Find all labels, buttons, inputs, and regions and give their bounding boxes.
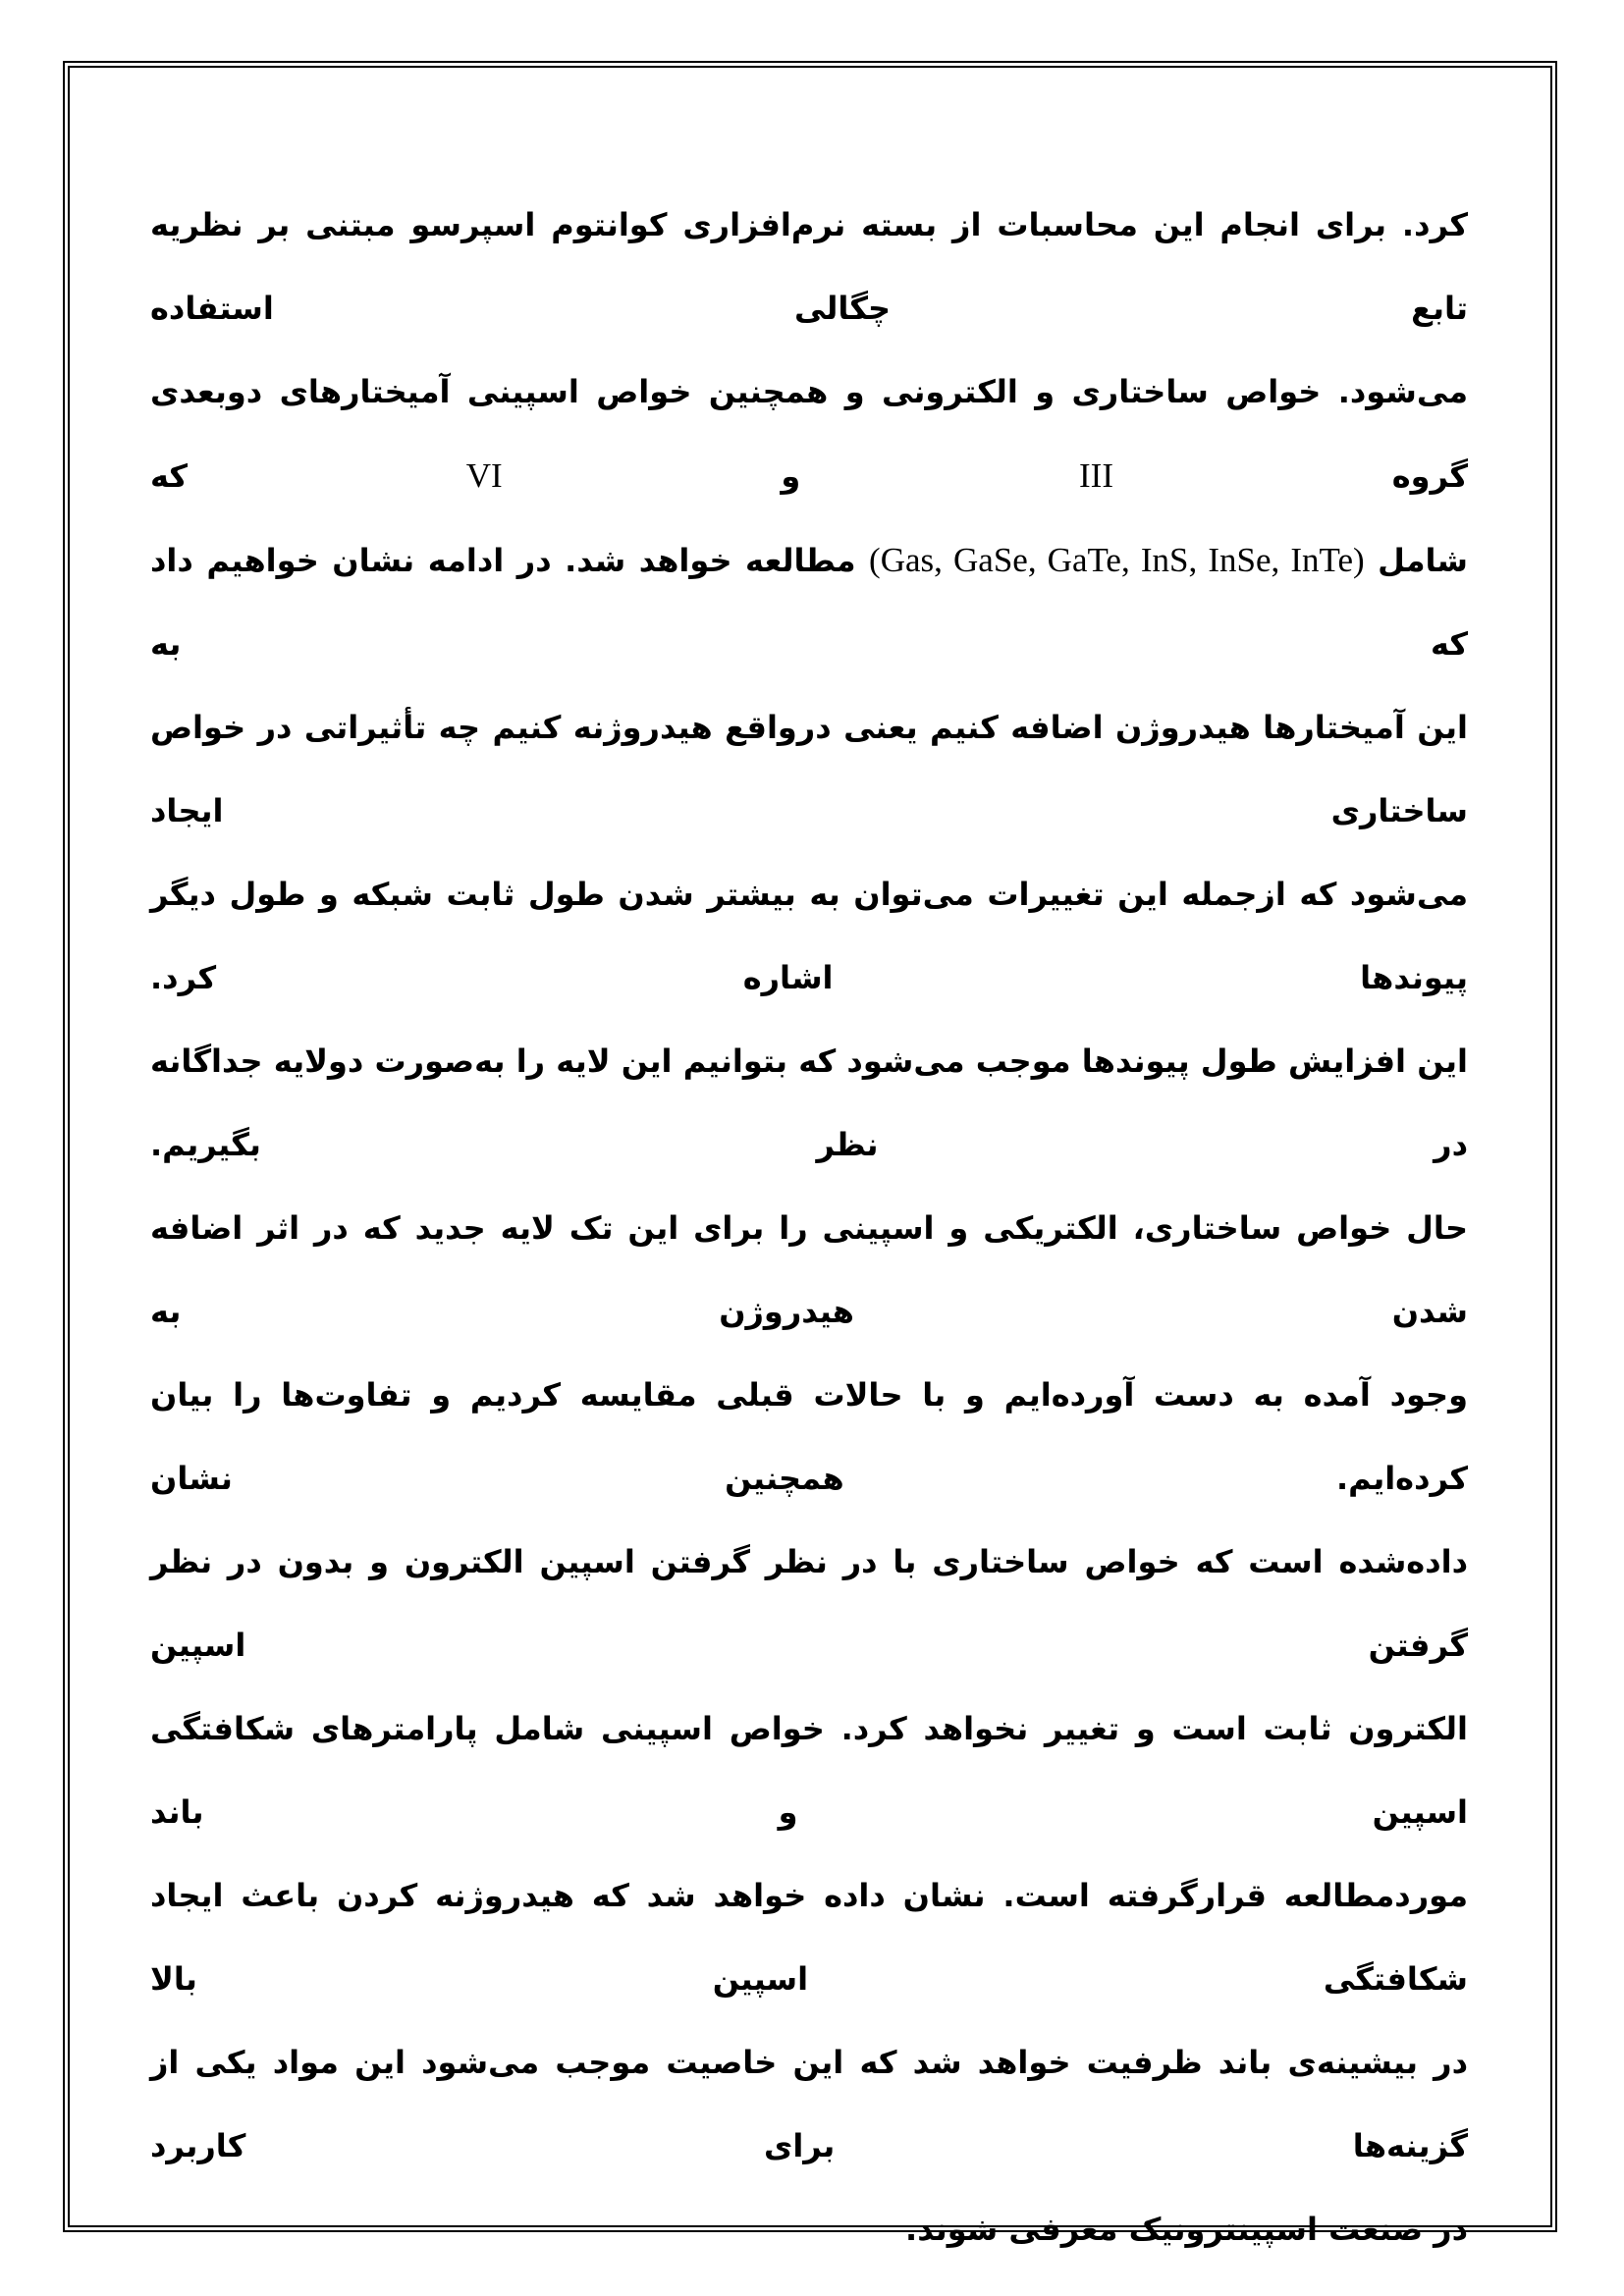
- text-line: [150, 1521, 1468, 1687]
- abstract-text-block: [70, 68, 1550, 2248]
- persian-text-run: در بیشینه‌ی باند ظرفیت خواهد شد که این خاصیت موجب می‌شود این مواد یکی از گزینه‌ها برای کاربرد: [150, 2044, 1468, 2164]
- persian-text-run: الکترون ثابت است و تغییر نخواهد کرد. خواص اسپینی شامل پارامترهای شکافتگی اسپین و باند: [150, 1710, 1468, 1831]
- persian-text-run: این افزایش طول پیوندها موجب می‌شود که بتوانیم این لایه را به‌صورت دولایه جداگانه در نظر بگیریم.: [150, 1042, 1468, 1163]
- persian-text-run: می‌شود. خواص ساختاری و الکترونی و همچنین خواص اسپینی آمیختارهای دوبعدی گروه: [150, 373, 1469, 495]
- persian-text-run: می‌شود که ازجمله این تغییرات می‌توان به بیشتر شدن طول ثابت شبکه و طول دیگر پیوندها اشاره کرد.: [150, 876, 1468, 996]
- text-line: [150, 1687, 1468, 1854]
- page-border: [63, 61, 1557, 2248]
- persian-text-run: این آمیختارها هیدروژن اضافه کنیم یعنی درواقع هیدروژنه کنیم چه تأثیراتی در خواص ساختاری ایجاد: [150, 709, 1468, 829]
- persian-text-run: مطالعه خواهد شد. در ادامه نشان خواهیم داد که به: [150, 542, 1468, 663]
- persian-text-run: که: [150, 457, 466, 495]
- persian-text-run: شامل: [1364, 542, 1469, 579]
- text-line: [150, 686, 1468, 853]
- page-border-inner: [68, 66, 1552, 2248]
- persian-text-run: در صنعت اسپینترونیک معرفی شوند.: [905, 2211, 1468, 2248]
- text-line: [150, 350, 1468, 518]
- latin-text-run: III: [1079, 456, 1113, 495]
- persian-text-run: حال خواص ساختاری، الکتریکی و اسپینی را برای این تک لایه جدید که در اثر اضافه شدن هیدروژن به: [150, 1209, 1468, 1330]
- text-line: [150, 1020, 1468, 1187]
- text-line: [150, 1187, 1468, 1354]
- persian-text-run: و: [502, 457, 1080, 495]
- text-line: [150, 1354, 1468, 1521]
- latin-text-run: VI: [465, 456, 503, 495]
- persian-text-run: وجود آمده به دست آورده‌ایم و با حالات قبلی مقایسه کردیم و تفاوت‌ها را بیان کرده‌ایم. همچنین نشان: [150, 1376, 1468, 1497]
- latin-text-run: (Gas, GaSe, GaTe, InS, InSe, InTe): [869, 541, 1365, 579]
- persian-text-run: داده‌شده است که خواص ساختاری با در نظر گرفتن اسپین الکترون و بدون در نظر گرفتن اسپین: [150, 1543, 1468, 1664]
- persian-text-run: کرد. برای انجام این محاسبات از بسته نرم‌افزاری کوانتوم اسپرسو مبتنی بر نظریه تابع چگالی استفاده: [150, 206, 1468, 327]
- persian-text-run: موردمطالعه قرارگرفته است. نشان داده خواهد شد که هیدروژنه کردن باعث ایجاد شکافتگی اسپین بالا: [150, 1877, 1468, 1998]
- text-line: [150, 518, 1468, 686]
- text-line: [150, 853, 1468, 1020]
- text-line: [150, 2021, 1468, 2188]
- text-line: [150, 2188, 1468, 2271]
- text-line: [150, 1854, 1468, 2021]
- text-line: [150, 184, 1468, 350]
